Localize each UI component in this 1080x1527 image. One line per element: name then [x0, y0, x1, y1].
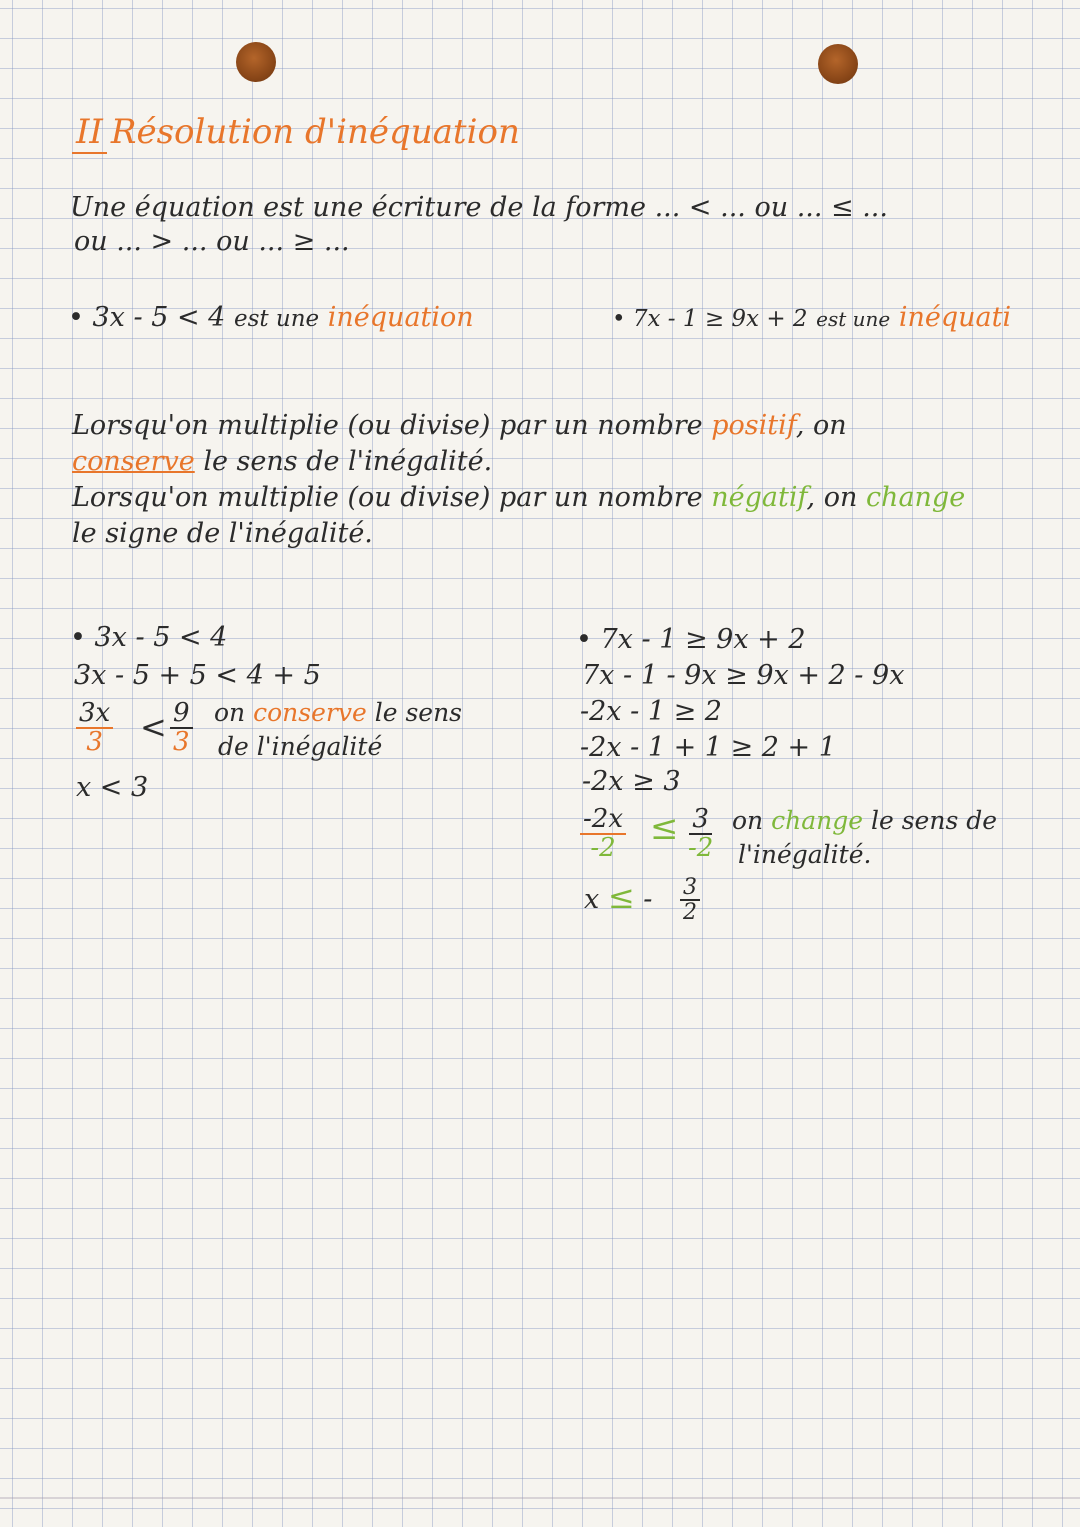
section-title	[72, 112, 520, 152]
example-1-expression: • 3x - 5 < 4	[68, 302, 226, 333]
section-title-text: Résolution d'inéquation	[110, 112, 520, 152]
left-step-1: • 3x - 5 < 4	[70, 622, 228, 653]
right-fraction-2-den: -2	[688, 833, 714, 864]
left-note-line-1	[214, 698, 462, 727]
right-step-3: -2x - 1 ≥ 2	[580, 696, 722, 727]
right-fraction-2	[688, 806, 713, 863]
left-fraction-2	[170, 700, 193, 757]
binder-hole-left	[236, 42, 276, 82]
left-step-2: 3x - 5 + 5 < 4 + 5	[74, 660, 321, 691]
right-note-line-1	[732, 806, 997, 835]
left-fraction-2-num: 9	[170, 700, 193, 729]
example-2-word: inéquati	[898, 302, 1012, 333]
right-step-2: 7x - 1 - 9x ≥ 9x + 2 - 9x	[582, 660, 905, 691]
bottom-margin-line	[0, 1497, 1080, 1499]
right-fraction-1	[580, 806, 626, 863]
right-result-le: ≤	[607, 878, 635, 916]
right-note-sens: le sens de	[870, 806, 998, 835]
right-note-on: on	[732, 806, 764, 835]
right-step-4: -2x - 1 + 1 ≥ 2 + 1	[580, 732, 836, 763]
example-1-word: inéquation	[327, 302, 474, 333]
rule-1-end: le sens de l'inégalité.	[203, 446, 493, 477]
left-fraction-1-den: 3	[86, 727, 103, 758]
right-fraction-2-num: 3	[689, 806, 712, 835]
rule-1-text: Lorsqu'on multiplie (ou divise) par un nombre	[72, 410, 703, 441]
rule-2-text: Lorsqu'on multiplie (ou divise) par un nombre	[72, 482, 703, 513]
rule-1-line-2	[72, 446, 492, 477]
right-less-equal: ≤	[650, 808, 679, 848]
example-2-text: est une	[816, 307, 891, 331]
right-fraction-1-den: -2	[590, 833, 616, 864]
section-number: II	[72, 112, 107, 154]
right-step-1: • 7x - 1 ≥ 9x + 2	[576, 624, 806, 655]
left-note-conserve: conserve	[253, 698, 367, 727]
left-fraction-1	[76, 700, 113, 757]
right-note-line-2: l'inégalité.	[738, 840, 872, 869]
left-note-sens: le sens	[374, 698, 463, 727]
binder-hole-right	[818, 44, 858, 84]
right-result-num: 3	[680, 876, 700, 901]
example-2	[612, 302, 1011, 333]
rule-2-negative: négatif	[711, 482, 807, 513]
right-result	[584, 878, 652, 916]
right-fraction-1-num: -2x	[580, 806, 626, 835]
right-step-5: -2x ≥ 3	[582, 766, 681, 797]
rule-1-line-1	[72, 410, 847, 441]
example-1-text: est une	[233, 306, 320, 332]
rule-2-line-1	[72, 482, 965, 513]
left-fraction-1-num: 3x	[76, 700, 113, 729]
rule-1-comma: , on	[795, 410, 847, 441]
rule-2-line-2: le signe de l'inégalité.	[72, 518, 373, 549]
definition-line-1: Une équation est une écriture de la forme ... < ... ou ... ≤ ...	[70, 192, 888, 223]
example-2-expression: • 7x - 1 ≥ 9x + 2	[612, 306, 808, 332]
left-note-on: on	[214, 698, 246, 727]
left-note-line-2: de l'inégalité	[218, 732, 383, 761]
right-result-x: x	[584, 884, 600, 915]
left-fraction-2-den: 3	[173, 727, 190, 758]
right-note-change: change	[771, 806, 864, 835]
rule-1-positive: positif	[711, 410, 796, 441]
rule-2-comma: , on	[806, 482, 858, 513]
left-less-than: <	[140, 708, 167, 746]
right-result-minus: -	[643, 884, 653, 915]
definition-line-2: ou ... > ... ou ... ≥ ...	[74, 226, 350, 257]
example-1	[68, 302, 474, 333]
rule-1-conserve: conserve	[72, 446, 195, 477]
left-result: x < 3	[76, 772, 149, 803]
right-result-den: 2	[683, 900, 697, 926]
rule-2-change: change	[865, 482, 966, 513]
right-result-fraction	[680, 876, 700, 924]
